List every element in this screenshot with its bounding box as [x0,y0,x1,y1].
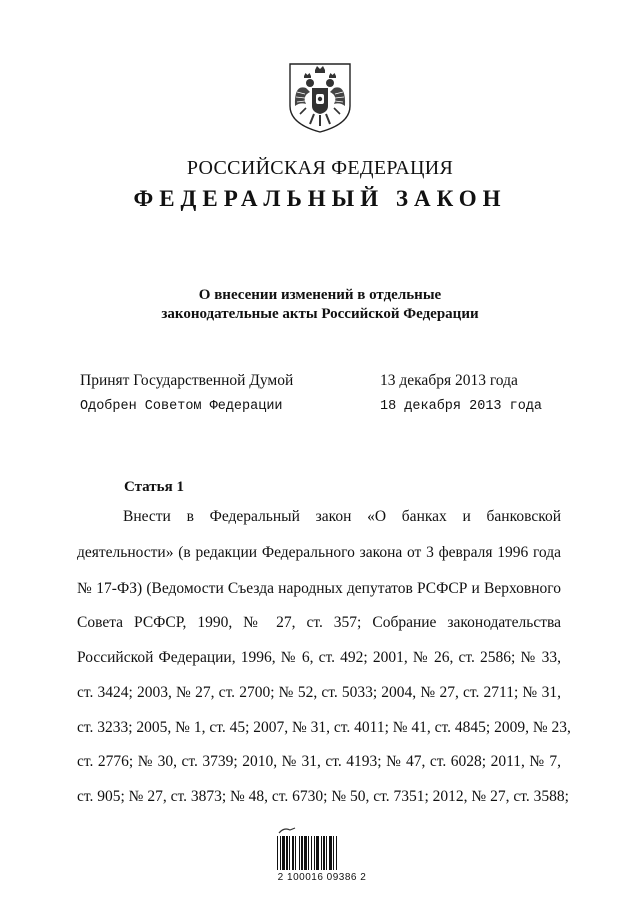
barcode-bar [295,836,296,870]
registration-mark-icon [278,826,296,834]
barcode-bar [308,836,309,870]
barcode-bar [286,836,288,870]
article-line: ст. 3424; 2003, № 27, ст. 2700; № 52, ст. 5033; 2004, № 27, ст. 2711; № 31, [77,684,561,701]
barcode-bar [280,836,281,870]
country-heading: РОССИЙСКАЯ ФЕДЕРАЦИЯ [186,157,454,179]
barcode-number: 2 100016 09386 2 [277,872,367,883]
barcode-bar [311,836,312,870]
barcode-bar [289,836,290,870]
article-line: № 17-ФЗ) (Ведомости Съезда народных депутатов РСФСР и Верховного [77,580,561,597]
article-line: Совета РСФСР, 1990, № 27, ст. 357; Собрание законодательства [77,614,561,631]
barcode-bar [301,836,303,870]
barcode-bar [321,836,322,870]
barcode-bar [323,836,325,870]
barcode-bar [282,836,285,870]
article-line: ст. 2776; № 30, ст. 3739; 2010, № 31, ст. 4193; № 47, ст. 6028; 2011, № 7, [77,753,561,770]
barcode-bar [336,836,337,870]
duma-date: 13 декабря 2013 года [380,372,518,389]
coat-of-arms-icon [286,62,354,134]
barcode-bar [329,836,332,870]
article-line: Российской Федерации, 1996, № 6, ст. 492; 2001, № 26, ст. 2586; № 33, [77,649,561,666]
duma-label: Принят Государственной Думой [80,372,294,389]
council-label: Одобрен Советом Федерации [80,399,283,414]
barcode-bar [333,836,334,870]
barcode-bar [316,836,319,870]
barcode-bar [299,836,300,870]
document-type-heading: ФЕДЕРАЛЬНЫЙ ЗАКОН [133,186,507,211]
article-title: Статья 1 [124,479,184,495]
subject-line-2: законодательные акты Российской Федерации [161,306,479,322]
barcode-icon [276,836,368,874]
barcode-bar [304,836,307,870]
article-line: ст. 3233; 2005, № 1, ст. 45; 2007, № 31, ст. 4011; № 41, ст. 4845; 2009, № 23, [77,719,571,736]
barcode-bar [314,836,315,870]
council-date: 18 декабря 2013 года [380,399,543,414]
article-line: ст. 905; № 27, ст. 3873; № 48, ст. 6730; № 50, ст. 7351; 2012, № 27, ст. 3588; [77,788,569,805]
barcode-bar [292,836,294,870]
article-line: Внести в Федеральный закон «О банках и банковской [123,508,561,525]
barcode-bar [326,836,327,870]
barcode-bar [277,836,278,870]
article-line: деятельности» (в редакции Федерального закона от 3 февраля 1996 года [77,544,561,561]
law-subject-title [0,286,640,324]
subject-line-1: О внесении изменений в отдельные [198,287,442,303]
